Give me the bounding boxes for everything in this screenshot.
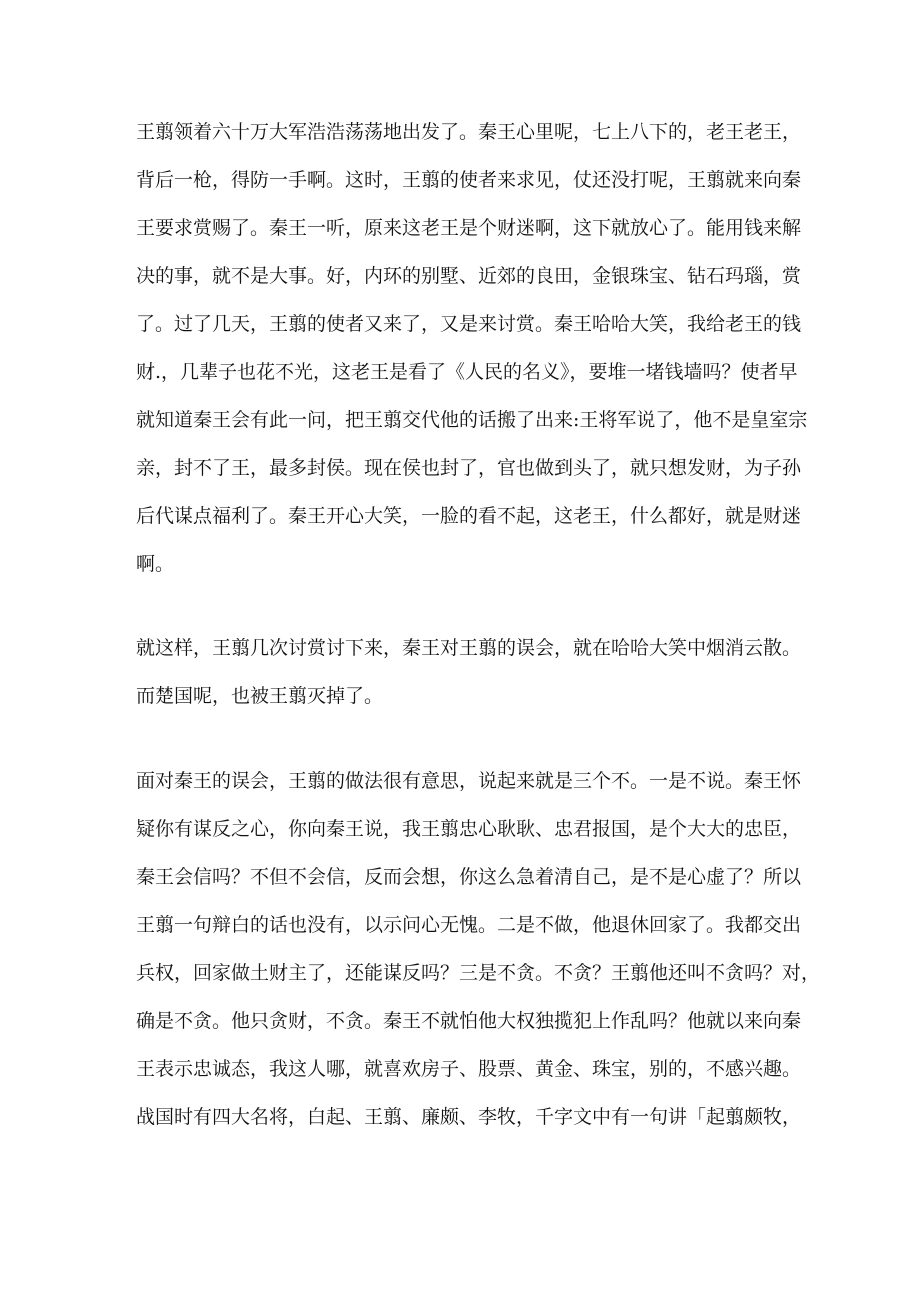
paragraph-2 xyxy=(136,624,802,720)
text-line: 了。过了几天，王翦的使者又来了，又是来讨赏。秦王哈哈大笑，我给老王的钱 xyxy=(136,313,802,335)
paragraph-3 xyxy=(136,757,821,1141)
text-line: 啊。 xyxy=(136,553,175,575)
text-line: 就这样，王翦几次讨赏讨下来，秦王对王翦的误会，就在哈哈大笑中烟消云散。 xyxy=(136,637,802,659)
text-line: 就知道秦王会有此一问，把王翦交代他的话搬了出来:王将军说了，他不是皇室宗 xyxy=(136,409,808,431)
text-line: 财.，几辈子也花不光，这老王是看了《人民的名义》，要堆一堵钱墙吗？使者早 xyxy=(136,361,798,383)
text-line: 秦王会信吗？不但不会信，反而会想，你这么急着清自己，是不是心虚了？所以 xyxy=(136,866,802,888)
text-line: 王要求赏赐了。秦王一听，原来这老王是个财迷啊，这下就放心了。能用钱来解 xyxy=(136,217,802,239)
text-line: 王翦领着六十万大军浩浩荡荡地出发了。秦王心里呢，七上八下的，老王老王， xyxy=(136,121,802,143)
text-line: 疑你有谋反之心，你向秦王说，我王翦忠心耿耿、忠君报国，是个大大的忠臣， xyxy=(136,818,802,840)
paragraph-1 xyxy=(136,108,808,588)
text-line: 王表示忠诚态，我这人哪，就喜欢房子、股票、黄金、珠宝，别的，不感兴趣。 xyxy=(136,1058,802,1080)
text-line: 决的事，就不是大事。好，内环的别墅、近郊的良田，金银珠宝、钻石玛瑙，赏 xyxy=(136,265,802,287)
text-line: 亲，封不了王，最多封侯。现在侯也封了，官也做到头了，就只想发财，为子孙 xyxy=(136,457,802,479)
text-line: 后代谋点福利了。秦王开心大笑，一脸的看不起，这老王，什么都好，就是财迷 xyxy=(136,505,802,527)
text-line: 战国时有四大名将，白起、王翦、廉颇、李牧，千字文中有一句讲「起翦颇牧， xyxy=(136,1106,802,1128)
text-line: 确是不贪。他只贪财，不贪。秦王不就怕他大权独揽犯上作乱吗？他就以来向秦 xyxy=(136,1010,802,1032)
text-line: 而楚国呢，也被王翦灭掉了。 xyxy=(136,685,384,707)
text-line: 背后一枪，得防一手啊。这时，王翦的使者来求见，仗还没打呢，王翦就来向秦 xyxy=(136,169,802,191)
text-line: 面对秦王的误会，王翦的做法很有意思，说起来就是三个不。一是不说。秦王怀 xyxy=(136,770,802,792)
text-line: 王翦一句辩白的话也没有，以示问心无愧。二是不做，他退休回家了。我都交出 xyxy=(136,914,802,936)
text-line: 兵权，回家做土财主了，还能谋反吗？三是不贪。不贪？王翦他还叫不贪吗？对， xyxy=(136,962,821,984)
